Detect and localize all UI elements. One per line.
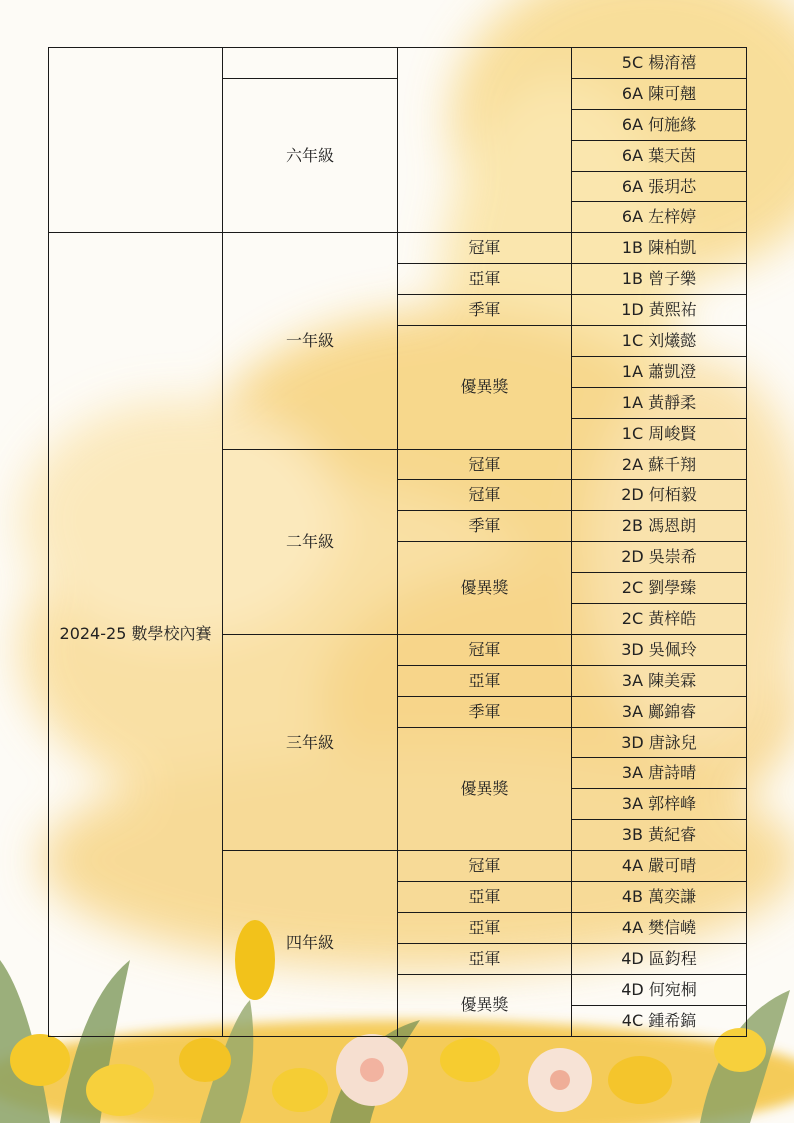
award-label: 季軍 [398,295,572,326]
event-name: 2024-25 數學校內賽 [49,233,223,1036]
table-row [49,233,747,264]
award-label: 冠軍 [398,851,572,882]
winner-name: 4C 鍾希鎬 [572,1005,747,1036]
winner-name: 1C 刘爔懿 [572,326,747,357]
winner-name: 4A 嚴可晴 [572,851,747,882]
winner-name: 3A 郭梓峰 [572,789,747,820]
winner-name: 4D 何宛桐 [572,974,747,1005]
award-results-table [48,47,747,1037]
award-label: 亞軍 [398,912,572,943]
award-label: 優異獎 [398,542,572,635]
grade-label: 一年級 [223,233,398,449]
table-row [49,48,747,79]
winner-name: 4D 區鈞程 [572,943,747,974]
winner-name: 1B 陳柏凱 [572,233,747,264]
event-cell-continued [49,48,223,233]
winner-name: 5C 楊淯禧 [572,48,747,79]
award-cell-empty [398,48,572,233]
award-label: 季軍 [398,511,572,542]
award-label: 亞軍 [398,882,572,913]
award-label: 亞軍 [398,264,572,295]
winner-name: 6A 陳可翹 [572,78,747,109]
winner-name: 3A 陳美霖 [572,665,747,696]
winner-name: 2A 蘇千翔 [572,449,747,480]
award-label: 優異獎 [398,326,572,450]
winner-name: 6A 葉天茵 [572,140,747,171]
winner-name: 1D 黃熙祐 [572,295,747,326]
award-label: 優異獎 [398,974,572,1036]
winner-name: 2D 何栢毅 [572,480,747,511]
award-label: 亞軍 [398,943,572,974]
winner-name: 3A 唐詩晴 [572,758,747,789]
award-label: 冠軍 [398,634,572,665]
award-label: 優異獎 [398,727,572,851]
award-label: 冠軍 [398,480,572,511]
grade-cell-empty [223,48,398,79]
winner-name: 3A 鄺錦睿 [572,696,747,727]
winner-name: 1A 蕭凱澄 [572,356,747,387]
award-label: 亞軍 [398,665,572,696]
winner-name: 6A 何施緣 [572,109,747,140]
grade-label: 六年級 [223,78,398,232]
winner-name: 2D 吳崇希 [572,542,747,573]
winner-name: 2C 黃梓皓 [572,604,747,635]
winner-name: 3D 吳佩玲 [572,634,747,665]
grade-label: 三年級 [223,634,398,850]
award-label: 冠軍 [398,449,572,480]
winner-name: 2B 馮恩朗 [572,511,747,542]
winner-name: 4B 萬奕謙 [572,882,747,913]
winner-name: 6A 左梓婷 [572,202,747,233]
grade-label: 二年級 [223,449,398,634]
award-label: 冠軍 [398,233,572,264]
grade-label: 四年級 [223,851,398,1036]
winner-name: 1C 周峻賢 [572,418,747,449]
winner-name: 4A 樊信嶢 [572,912,747,943]
winner-name: 1B 曾子樂 [572,264,747,295]
winner-name: 3B 黃紀睿 [572,820,747,851]
winner-name: 1A 黃靜柔 [572,387,747,418]
winner-name: 2C 劉學臻 [572,573,747,604]
winner-name: 6A 張玥芯 [572,171,747,202]
winner-name: 3D 唐詠兒 [572,727,747,758]
award-label: 季軍 [398,696,572,727]
